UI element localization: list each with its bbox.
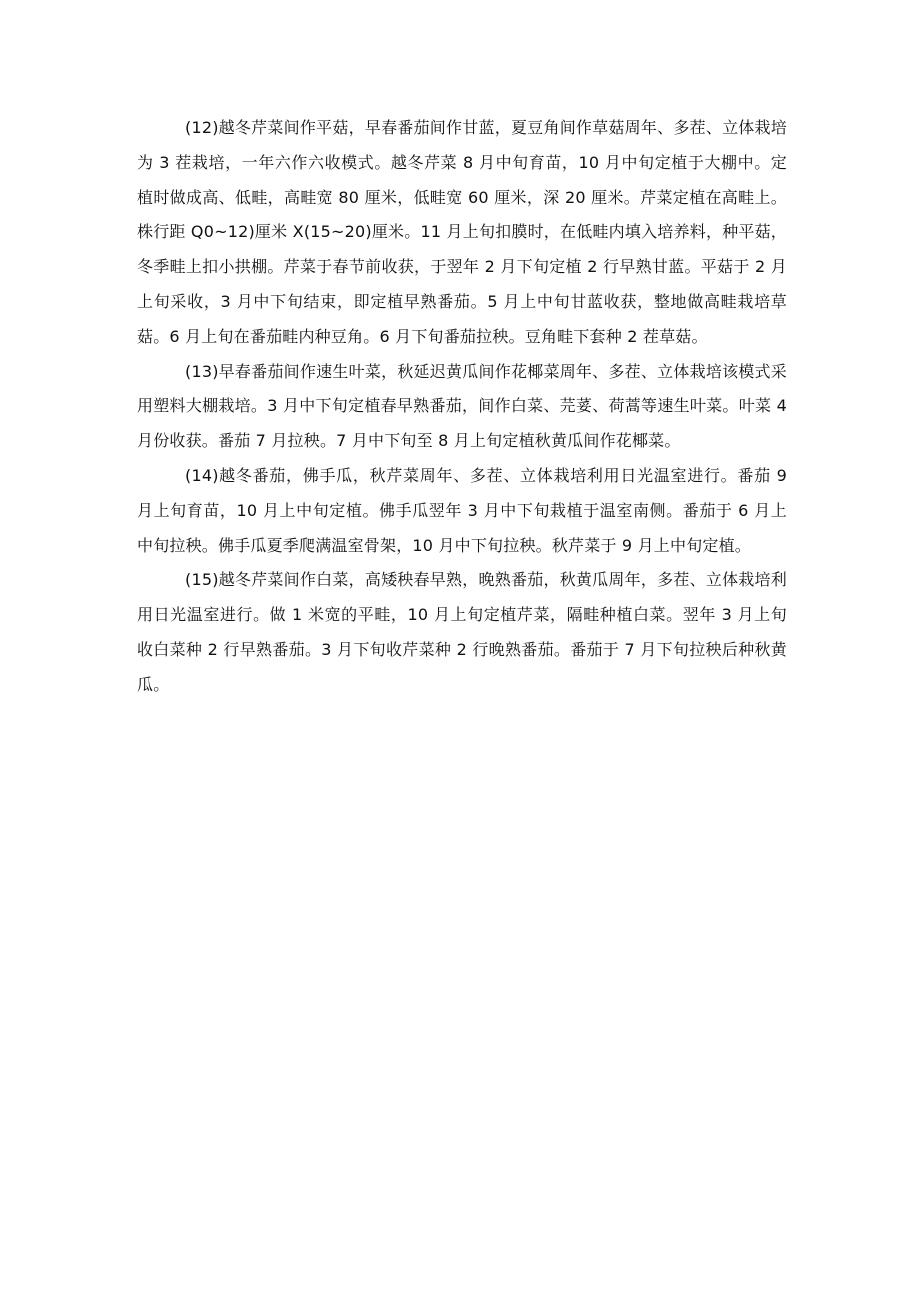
paragraph-13: (13)早春番茄间作速生叶菜，秋延迟黄瓜间作花椰菜周年、多茬、立体栽培该模式采用塑料大棚栽培。3 月中下旬定植春早熟番茄，间作白菜、芫荽、荷蒿等速生叶菜。叶菜 4 月份收获。番茄 7 月拉秧。7 月中下旬至 8 月上旬定植秋黄瓜间作花椰菜。 (137, 361, 787, 451)
paragraph-12: (12)越冬芹菜间作平菇，早春番茄间作甘蓝，夏豆角间作草菇周年、多茬、立体栽培为 3 茬栽培，一年六作六收模式。越冬芹菜 8 月中旬育苗，10 月中旬定植于大棚中。定植时做成高、低畦，高畦宽 80 厘米，低畦宽 60 厘米，深 20 厘米。芹菜定植在高畦上。株行距 Q0~12)厘米 X(15~20)厘米。11 月上旬扣膜时，在低畦内填入培养料，种平菇，冬季畦上扣小拱棚。芹菜于春节前收获，于翌年 2 月下旬定植 2 行早熟甘蓝。平菇于 2 月上旬采收，3 月中下旬结束，即定植早熟番茄。5 月上中旬甘蓝收获，整地做高畦栽培草菇。6 月上旬在番茄畦内种豆角。6 月下旬番茄拉秧。豆角畦下套种 2 茬草菇。 (137, 118, 787, 346)
paragraph-14: (14)越冬番茄，佛手瓜，秋芹菜周年、多茬、立体栽培利用日光温室进行。番茄 9 月上旬育苗，10 月上中旬定植。佛手瓜翌年 3 月中下旬栽植于温室南侧。番茄于 6 月上中旬拉秧。佛手瓜夏季爬满温室骨架，10 月中下旬拉秧。秋芹菜于 9 月上中旬定植。 (137, 465, 787, 555)
document-body (137, 111, 787, 703)
paragraph-15: (15)越冬芹菜间作白菜，高矮秧春早熟，晚熟番茄，秋黄瓜周年，多茬、立体栽培利用日光温室进行。做 1 米宽的平畦，10 月上旬定植芹菜，隔畦种植白菜。翌年 3 月上旬收白菜种 2 行早熟番茄。3 月下旬收芹菜种 2 行晚熟番茄。番茄于 7 月下旬拉秧后种秋黄瓜。 (137, 570, 787, 694)
